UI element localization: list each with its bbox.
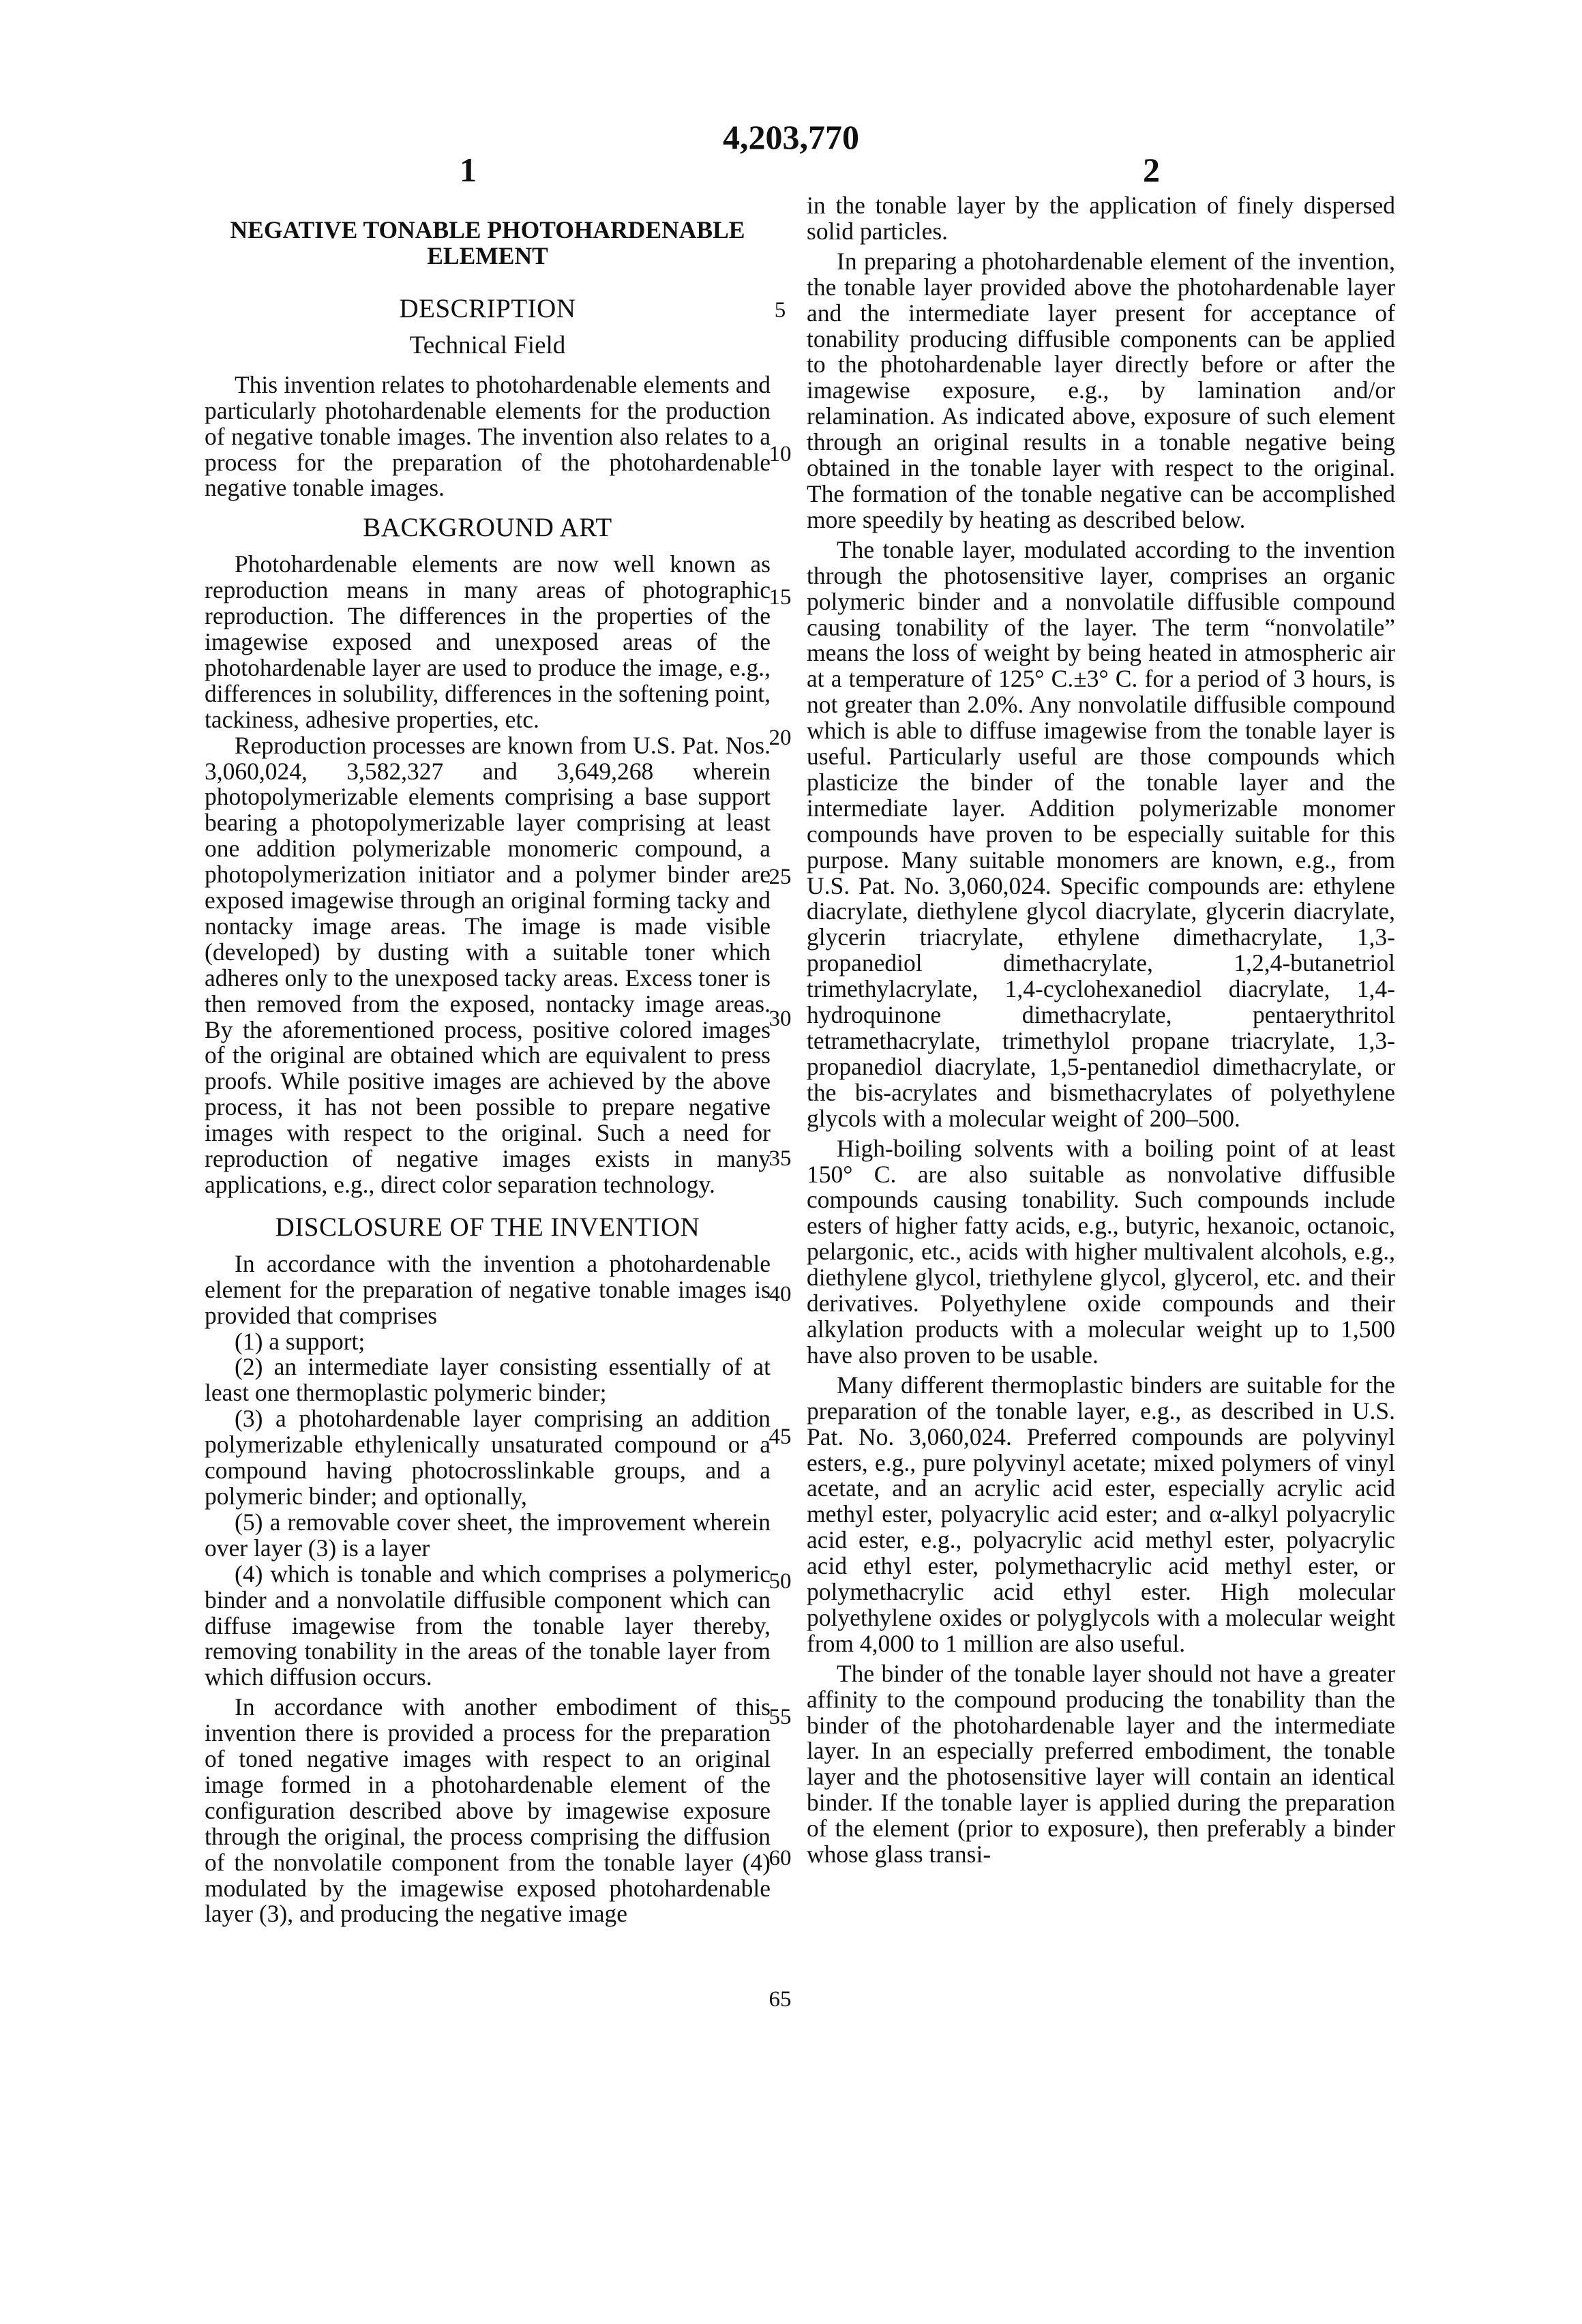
- line-number: 50: [758, 1569, 802, 1594]
- background-paragraph-2: Reproduction processes are known from U.S. Pat. Nos. 3,060,024, 3,582,327 and 3,649,268 wherein photopolymerizable elements comprising a base support bearing a photopolymerizable layer comprising at least one addition polymerizable monomeric compound, a photopolymerization initiator and a polymer binder are exposed imagewise through an original forming tacky and nontacky image areas. The image is made visible (developed) by dusting with a suitable toner which adheres only to the unexposed tacky areas. Excess toner is then removed from the exposed, nontacky image areas. By the aforementioned process, positive colored images of the original are obtained which are equivalent to press proofs. While positive images are achieved by the above process, it has not been possible to prepare negative images with respect to the original. Such a need for reproduction of negative images exists in many applications, e.g., direct color separation technology.: [205, 733, 771, 1198]
- line-number: 35: [758, 1146, 802, 1171]
- background-paragraph-1: Photohardenable elements are now well known as reproduction means in many areas of photographic reproduction. The differences in the properties of the imagewise exposed and unexposed areas of the photohardenable layer are used to produce the image, e.g., differences in solubility, differences in the softening point, tackiness, adhesive properties, etc.: [205, 552, 771, 732]
- technical-field-heading: Technical Field: [205, 333, 771, 359]
- disclosure-paragraph-2: In accordance with another embodiment of this invention there is provided a process for the preparation of toned negative images with respect to an original image formed in a photohardenable element of the configuration described above by imagewise exposure through the original, the process comprising the diffusion of the nonvolatile component from the tonable layer (4) modulated by the imagewise exposed photohardenable layer (3), and producing the negative image: [205, 1695, 771, 1927]
- list-item-2: (2) an intermediate layer consisting essentially of at least one thermoplastic polymeric binder;: [205, 1354, 771, 1406]
- line-number: 20: [758, 726, 802, 750]
- line-number: 55: [758, 1705, 802, 1729]
- patent-number: 4,203,770: [0, 117, 1582, 157]
- right-paragraph-2: The tonable layer, modulated according to the invention through the photosensitive layer, comprises an organic polymeric binder and a nonvolatile diffusible compound causing tonability of the layer. The term “nonvolatile” means the loss of weight by being heated in atmospheric air at a temperature of 125° C.±3° C. for a period of 3 hours, is not greater than 2.0%. Any nonvolatile diffusible compound which is able to diffuse imagewise from the tonable layer is useful. Particularly useful are those compounds which plasticize the binder of the tonable layer and the intermediate layer. Addition polymerizable monomer compounds have proven to be especially suitable for this purpose. Many suitable monomers are known, e.g., from U.S. Pat. No. 3,060,024. Specific compounds are: ethylene diacrylate, diethylene glycol diacrylate, glycerin diacrylate, glycerin triacrylate, ethylene dimethacrylate, 1,3-propanediol dimethacrylate, 1,2,4-butanetriol trimethylacrylate, 1,4-cyclohexanediol diacrylate, 1,4-hydroquinone dimethacrylate, pentaerythritol tetramethacrylate, trimethylol propane triacrylate, 1,3-propanediol diacrylate, 1,5-pentanediol dimethacrylate, or the bis-acrylates and bismethacrylates of polyethylene glycols with a molecular weight of 200–500.: [807, 537, 1395, 1132]
- line-number: 10: [758, 442, 802, 466]
- right-paragraph-1: In preparing a photohardenable element of the invention, the tonable layer provided above the photohardenable layer and the intermediate layer present for acceptance of tonability producing diffusible components can be applied to the photohardenable layer directly before or after the imagewise exposure, e.g., by lamination and/or relamination. As indicated above, exposure of such element through an original results in a tonable negative being obtained in the tonable layer with respect to the original. The formation of the tonable negative can be accomplished more speedily by heating as described below.: [807, 249, 1395, 533]
- line-number: 25: [758, 865, 802, 889]
- title-line-2: ELEMENT: [205, 243, 771, 269]
- line-number: 30: [758, 1007, 802, 1031]
- right-paragraph-3: High-boiling solvents with a boiling point of at least 150° C. are also suitable as nonvolative diffusible compounds causing tonability. Such compounds include esters of higher fatty acids, e.g., butyric, hexanoic, octanoic, pelargonic, etc., acids with higher multivalent alcohols, e.g., diethylene glycol, triethylene glycol, glycerol, etc. and their derivatives. Polyethylene oxide compounds and their alkylation products with a molecular weight up to 1,500 have also proven to be usable.: [807, 1136, 1395, 1369]
- list-item-1: (1) a support;: [205, 1329, 771, 1355]
- line-number: 60: [758, 1846, 802, 1871]
- line-number: 15: [758, 585, 802, 610]
- right-paragraph-5: The binder of the tonable layer should not have a greater affinity to the compound producing the tonability than the binder of the photohardenable layer and the intermediate layer. In an especially preferred embodiment, the tonable layer and the photosensitive layer will contain an identical binder. If the tonable layer is applied during the preparation of the element (prior to exposure), then preferably a binder whose glass transi-: [807, 1661, 1395, 1868]
- list-item-5: (5) a removable cover sheet, the improvement wherein over layer (3) is a layer: [205, 1510, 771, 1562]
- description-heading: DESCRIPTION: [205, 296, 771, 322]
- line-number: 45: [758, 1425, 802, 1449]
- list-item-4: (4) which is tonable and which comprises a polymeric binder and a nonvolatile diffusible component which can diffuse imagewise from the tonable layer thereby, removing tonability in the areas of the tonable layer from which diffusion occurs.: [205, 1562, 771, 1691]
- right-paragraph-0: in the tonable layer by the application of finely dispersed solid particles.: [807, 193, 1395, 245]
- left-column: [205, 217, 771, 1927]
- column-number-left: 1: [460, 150, 477, 190]
- right-paragraph-4: Many different thermoplastic binders are suitable for the preparation of the tonable layer, e.g., as described in U.S. Pat. No. 3,060,024. Preferred compounds are polyvinyl esters, e.g., pure polyvinyl acetate; mixed polymers of vinyl acetate, and an acrylic acid ester, especially acrylic acid methyl ester, polyacrylic acid ester; and α-alkyl polyacrylic acid ester, e.g., polyacrylic acid methyl ester, polyacrylic acid ethyl ester, polymethacrylic acid methyl ester, or polymethacrylic acid ethyl ester. High molecular polyethylene oxides or polyglycols with a molecular weight from 4,000 to 1 million are also useful.: [807, 1373, 1395, 1657]
- disclosure-paragraph-1: In accordance with the invention a photohardenable element for the preparation of negative tonable images is provided that comprises: [205, 1251, 771, 1329]
- column-number-right: 2: [1143, 150, 1160, 190]
- line-number: 65: [758, 1987, 802, 2012]
- title-line-1: NEGATIVE TONABLE PHOTOHARDENABLE: [205, 217, 771, 243]
- list-item-3: (3) a photohardenable layer comprising an addition polymerizable ethylenically unsaturated compound or a compound having photocrosslinkable groups, and a polymeric binder; and optionally,: [205, 1406, 771, 1510]
- technical-field-text: This invention relates to photohardenable elements and particularly photohardenable elements for the production of negative tonable images. The invention also relates to a process for the preparation of the photohardenable negative tonable images.: [205, 372, 771, 502]
- background-heading: BACKGROUND ART: [205, 515, 771, 541]
- document-title: [205, 217, 771, 269]
- disclosure-heading: DISCLOSURE OF THE INVENTION: [205, 1215, 771, 1240]
- line-number: 5: [758, 298, 802, 323]
- line-number: 40: [758, 1282, 802, 1307]
- right-column: [807, 193, 1395, 1868]
